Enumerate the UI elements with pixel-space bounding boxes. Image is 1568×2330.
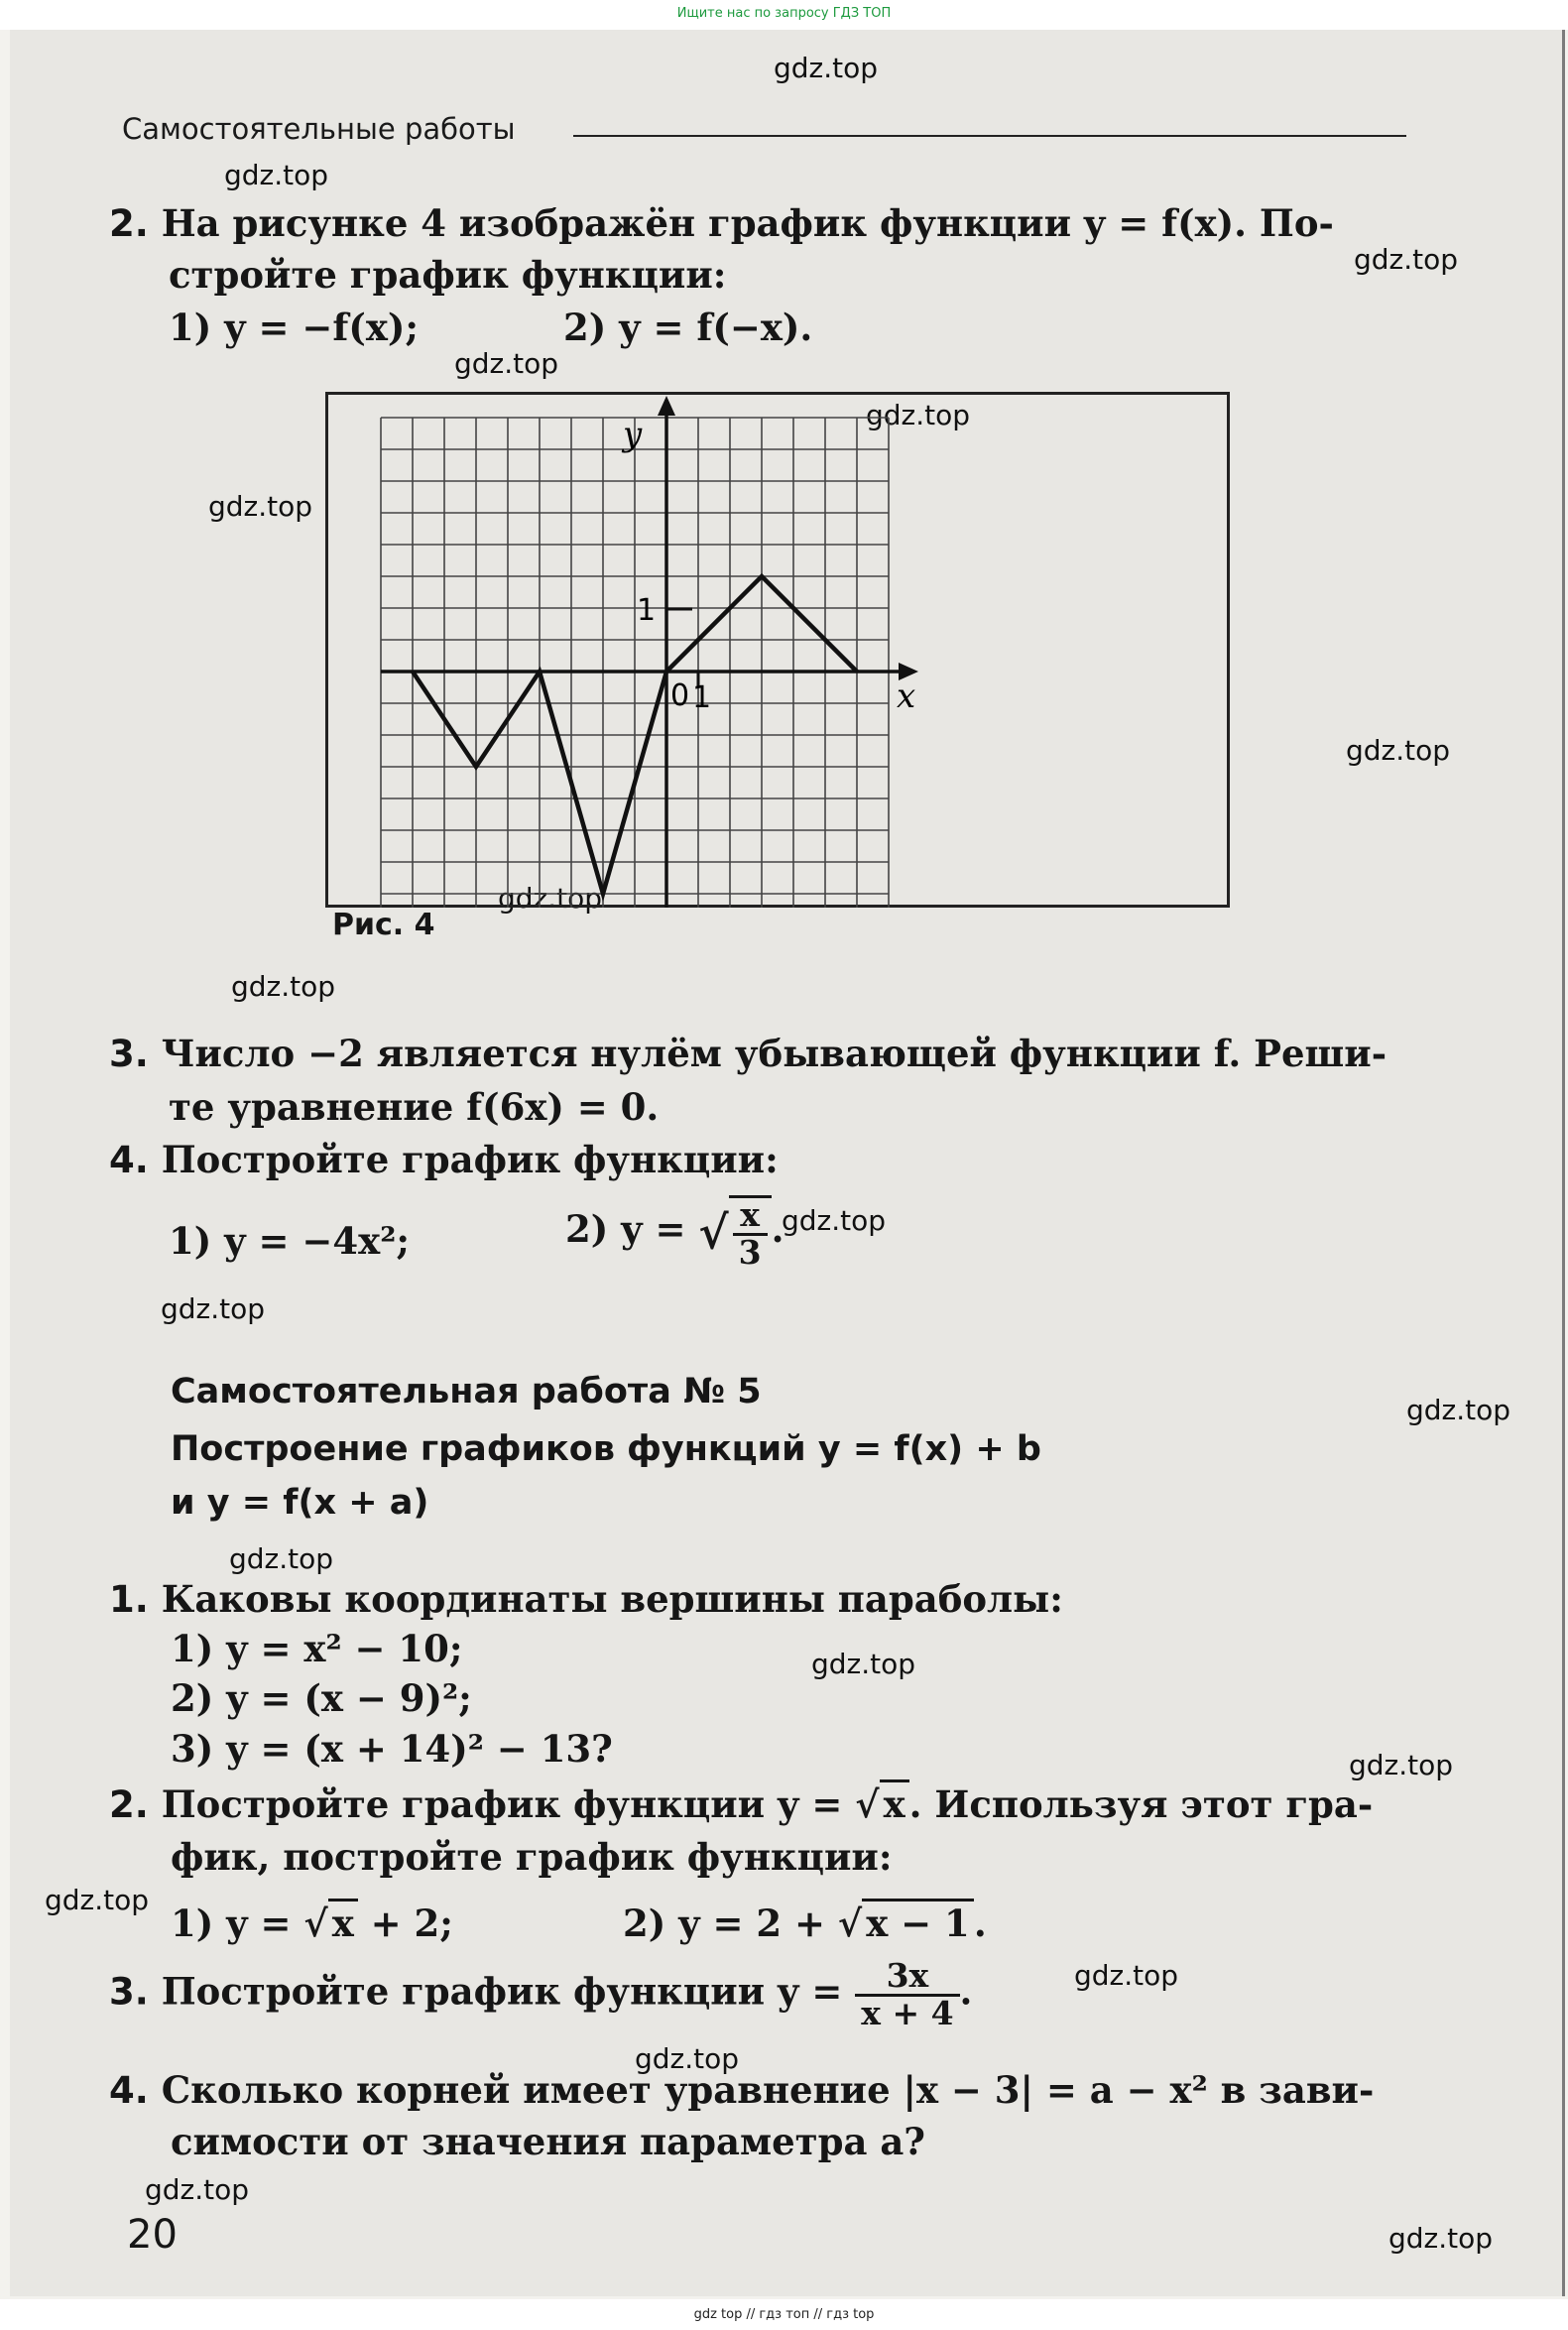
task-2-line-1 <box>109 201 1334 245</box>
task-number: 2. <box>109 1783 149 1826</box>
s5-task-1-line-1 <box>109 1577 1063 1621</box>
sqrt-arg: x − 1 <box>862 1899 974 1945</box>
figure-caption: Рис. 4 <box>332 908 435 942</box>
watermark: gdz.top <box>866 399 971 431</box>
task-4-line-1 <box>109 1138 779 1181</box>
option-text: + 2; <box>357 1901 453 1945</box>
task-text: Постройте график функции: <box>161 1138 779 1181</box>
task-text: . Используя этот гра- <box>908 1782 1374 1826</box>
watermark: gdz.top <box>811 1648 916 1680</box>
section-subtitle-2: и y = f(x + a) <box>171 1483 429 1523</box>
s5-task-1-option-3: 3) y = (x + 14)² − 13? <box>171 1727 613 1771</box>
task-number: 3. <box>109 1033 149 1075</box>
watermark: gdz.top <box>1388 2222 1494 2255</box>
watermark: gdz.top <box>231 970 336 1003</box>
watermark: gdz.top <box>1074 1959 1179 1992</box>
header-rule <box>573 135 1406 137</box>
task-text: Число −2 является нулём убывающей функции f. Реши- <box>161 1032 1387 1075</box>
watermark: gdz.top <box>145 2173 250 2206</box>
watermark: gdz.top <box>45 1884 150 1916</box>
x-tick-label: 1 <box>692 680 712 715</box>
sqrt-sign: √ <box>837 1901 863 1945</box>
task-2-option-2: 2) y = f(−x). <box>563 306 813 349</box>
task-2-option-1: 1) y = −f(x); <box>169 306 420 349</box>
s5-task-2-line-2: фик, постройте график функции: <box>171 1835 893 1879</box>
figure-frame <box>327 394 1229 907</box>
sqrt-arg: x <box>328 1899 358 1945</box>
watermark: gdz.top <box>1406 1394 1511 1426</box>
origin-label: 0 <box>670 678 690 713</box>
option-text: . <box>973 1901 987 1945</box>
sqrt-sign: √ <box>698 1205 729 1260</box>
s5-task-3-line <box>109 1956 973 2032</box>
task-text: Каковы координаты вершины параболы: <box>161 1577 1063 1621</box>
watermark: gdz.top <box>774 52 879 84</box>
option-text: 2) y = 2 + <box>623 1901 838 1945</box>
s5-task-1-option-1: 1) y = x² − 10; <box>171 1627 463 1670</box>
x-axis-label: x <box>897 676 916 716</box>
watermark: gdz.top <box>224 159 329 191</box>
watermark: gdz.top <box>229 1542 334 1575</box>
running-header: Самостоятельные работы <box>122 112 516 146</box>
task-3-line-2: те уравнение f(6x) = 0. <box>169 1085 660 1129</box>
task-number: 3. <box>109 1970 149 2014</box>
task-number: 1. <box>109 1578 149 1621</box>
task-number: 2. <box>109 202 149 245</box>
fraction <box>855 1956 959 2032</box>
watermark: gdz.top <box>454 347 559 380</box>
watermark: gdz.top <box>782 1204 887 1237</box>
task-4-option-2 <box>565 1195 784 1270</box>
s5-task-2-option-1 <box>171 1901 453 1945</box>
watermark: gdz.top <box>635 2042 740 2075</box>
y-axis-arrow <box>658 396 675 416</box>
watermark: gdz.top <box>1346 734 1451 767</box>
task-number: 4. <box>109 1139 149 1181</box>
option-prefix: 2) y = <box>565 1207 686 1252</box>
task-text: Сколько корней имеет уравнение |x − 3| = a − x² в зави- <box>161 2068 1375 2112</box>
footer-banner[interactable]: gdz top // гдз топ // гдз top <box>0 2299 1568 2330</box>
sqrt-sign: √ <box>303 1901 328 1945</box>
sqrt-fraction <box>729 1195 772 1270</box>
s5-task-2-line-1 <box>109 1782 1373 1826</box>
top-banner[interactable]: Ищите нас по запросу ГДЗ ТОП <box>0 0 1568 30</box>
s5-task-4-line-2: симости от значения параметра a? <box>171 2120 925 2163</box>
denominator: 3 <box>738 1232 762 1272</box>
figure-4-graph <box>325 392 1230 908</box>
watermark: gdz.top <box>1349 1749 1454 1781</box>
task-4-option-1: 1) y = −4x²; <box>169 1219 411 1263</box>
task-suffix: . <box>959 1969 973 2014</box>
y-axis-label: y <box>623 415 643 454</box>
sqrt-arg: x <box>880 1779 909 1826</box>
task-2-line-2: стройте график функции: <box>169 253 727 297</box>
s5-task-2-option-2 <box>623 1901 987 1945</box>
watermark: gdz.top <box>208 490 313 523</box>
numerator: 3x <box>855 1959 959 1997</box>
numerator: x <box>733 1198 768 1236</box>
task-3-line-1 <box>109 1032 1387 1075</box>
denominator: x + 4 <box>861 1993 954 2032</box>
s5-task-4-line-1 <box>109 2068 1374 2112</box>
option-suffix: . <box>771 1207 784 1252</box>
page-number: 20 <box>127 2212 178 2258</box>
section-subtitle: Построение графиков функций y = f(x) + b <box>171 1429 1041 1469</box>
sqrt-sign: √ <box>855 1782 880 1826</box>
watermark: gdz.top <box>498 882 603 915</box>
y-tick-label: 1 <box>637 593 657 628</box>
watermark: gdz.top <box>1354 243 1459 276</box>
task-text: На рисунке 4 изображён график функции y = f(x). По- <box>161 201 1334 245</box>
task-number: 4. <box>109 2069 149 2112</box>
task-text: Постройте график функции y = <box>161 1969 843 2014</box>
grid <box>381 418 889 908</box>
watermark: gdz.top <box>161 1292 266 1325</box>
option-text: 1) y = <box>171 1901 304 1945</box>
s5-task-1-option-2: 2) y = (x − 9)²; <box>171 1676 472 1720</box>
task-text: Постройте график функции y = <box>161 1782 856 1826</box>
section-title: Самостоятельная работа № 5 <box>171 1372 762 1411</box>
